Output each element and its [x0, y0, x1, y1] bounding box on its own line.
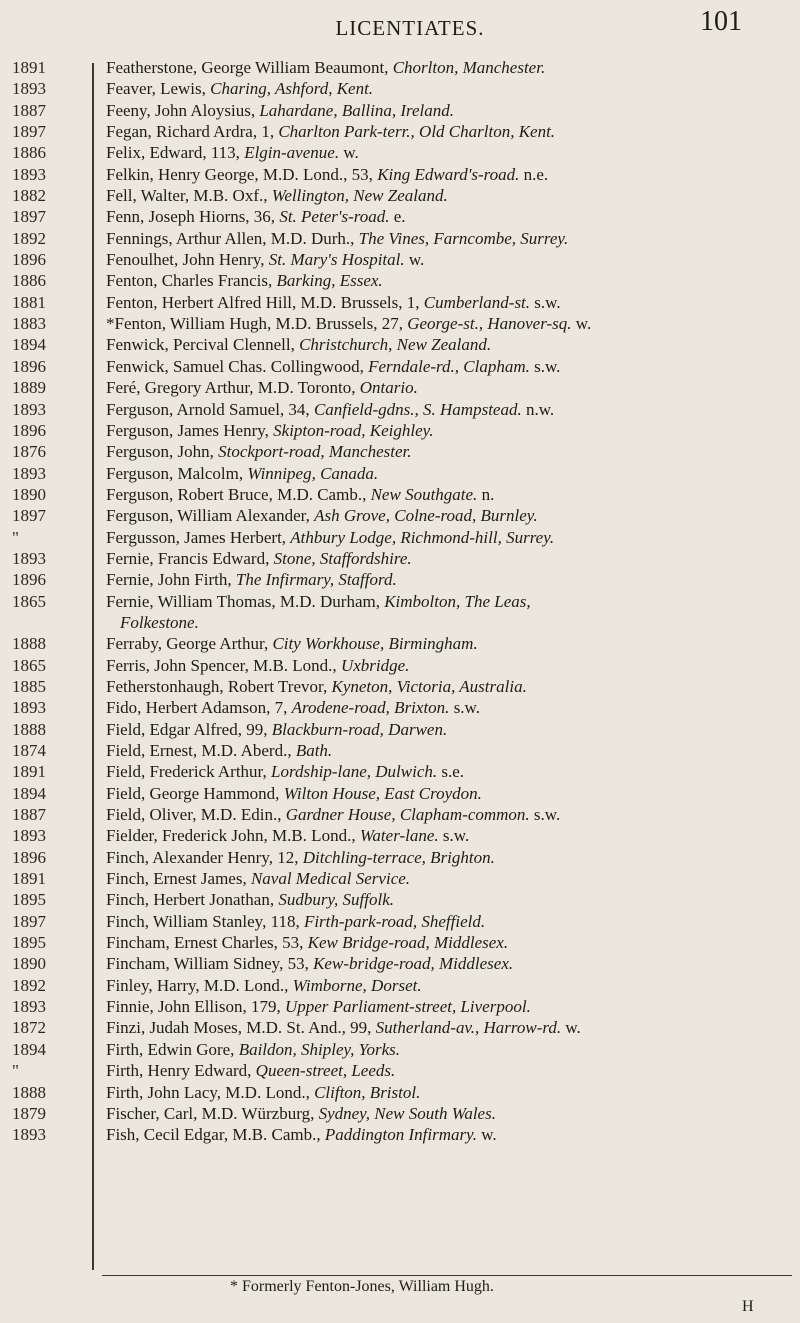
entry-text [106, 505, 796, 526]
register-entry [0, 399, 800, 420]
entry-address: Baildon, Shipley, Yorks. [238, 1039, 401, 1059]
entry-text [106, 996, 796, 1017]
entry-year: 1892 [12, 228, 46, 248]
entry-year: 1897 [12, 506, 46, 526]
register-entry [0, 1017, 800, 1038]
register-entry [0, 804, 800, 825]
entry-district: s.w. [530, 292, 561, 312]
entry-text [106, 399, 796, 420]
register-entry [0, 270, 800, 291]
entry-year: 1887 [12, 805, 46, 825]
entry-year: " [12, 1061, 19, 1081]
entry-address: Canfield-gdns., S. Hampstead. [313, 399, 522, 419]
entry-year: 1893 [12, 698, 46, 718]
register-entry [0, 505, 800, 526]
entry-address: George-st., Hanover-sq. [407, 314, 572, 334]
register-entry [0, 1060, 800, 1081]
register-entry [0, 740, 800, 761]
register-entry [0, 953, 800, 974]
register-entry [0, 548, 800, 569]
register-entry [0, 889, 800, 910]
entry-year: " [12, 527, 19, 547]
register-entry [0, 463, 800, 484]
entry-name: Fernie, Francis Edward, [106, 548, 274, 568]
entry-address: Lahardane, Ballina, Ireland. [259, 100, 455, 120]
entry-name: Field, Ernest, M.D. Aberd., [106, 741, 296, 760]
register-entry [0, 484, 800, 505]
register-entry [0, 1103, 800, 1124]
register-entry [0, 228, 800, 249]
entry-year: 1892 [12, 975, 46, 995]
entry-year: 1897 [12, 911, 46, 931]
entry-name: Fischer, Carl, M.D. Würzburg, [106, 1103, 319, 1123]
entry-text [106, 463, 796, 484]
entry-text [106, 975, 796, 996]
entry-district: n.w. [521, 399, 555, 419]
entry-address: Sutherland-av., Harrow-rd. [375, 1018, 562, 1038]
entry-year: 1883 [12, 314, 46, 334]
entry-address: Stone, Staffordshire. [273, 548, 412, 568]
entry-year: 1890 [12, 484, 46, 504]
entry-address: Kyneton, Victoria, Australia. [331, 676, 527, 696]
entry-name: Ferguson, Malcolm, [106, 463, 248, 483]
register-entry [0, 633, 800, 654]
entry-address: The Vines, Farncombe, Surrey. [358, 228, 569, 248]
entry-address: Christchurch, New Zealand. [299, 335, 492, 355]
entry-name: Ferraby, George Arthur, [106, 634, 273, 654]
entry-year: 1891 [12, 58, 46, 77]
entry-year: 1890 [12, 954, 46, 974]
entry-text [106, 377, 796, 398]
entry-district: s.w. [449, 698, 480, 718]
entry-year: 1896 [12, 847, 46, 867]
entry-year: 1894 [12, 783, 46, 803]
entry-text [106, 591, 796, 612]
entry-name: Finch, William Stanley, 118, [106, 911, 304, 931]
entry-text [106, 761, 796, 782]
register-entry [0, 420, 800, 441]
entry-text [106, 847, 796, 868]
entry-name: Ferguson, John, [106, 442, 219, 462]
entry-name: Finch, Alexander Henry, 12, [106, 847, 303, 867]
register-entry [0, 185, 800, 206]
page-number: 101 [700, 6, 742, 37]
entry-address: Firth-park-road, Sheffield. [303, 911, 486, 931]
entry-name: Finch, Herbert Jonathan, [106, 890, 279, 910]
register-entry [0, 847, 800, 868]
entry-text [106, 868, 796, 889]
entry-list [0, 57, 800, 1146]
entry-text [106, 1082, 796, 1103]
register-entry [0, 206, 800, 227]
entry-text [106, 655, 796, 676]
entry-name: Fincham, Ernest Charles, 53, [106, 933, 308, 953]
register-entry [0, 313, 800, 334]
entry-text [106, 569, 796, 590]
entry-address: Athbury Lodge, Richmond-hill, Surrey. [290, 527, 555, 547]
register-entry [0, 527, 800, 548]
entry-text [106, 527, 796, 548]
entry-text [106, 1124, 796, 1145]
entry-year: 1881 [12, 292, 46, 312]
entry-year: 1895 [12, 890, 46, 910]
entry-address: St. Mary's Hospital. [268, 250, 405, 270]
entry-text [106, 206, 796, 227]
entry-year: 1865 [12, 591, 46, 611]
signature-mark: H [742, 1298, 754, 1315]
entry-name: Finnie, John Ellison, 179, [106, 997, 285, 1017]
entry-text [106, 334, 796, 355]
entry-address: Uxbridge. [340, 655, 410, 675]
entry-name: *Fenton, William Hugh, M.D. Brussels, 27, [106, 314, 408, 334]
entry-year: 1882 [12, 186, 46, 206]
entry-year: 1893 [12, 79, 46, 99]
entry-year: 1886 [12, 143, 46, 163]
footnote-rule [102, 1275, 792, 1276]
entry-name: Fenwick, Samuel Chas. Collingwood, [106, 356, 369, 376]
entry-year: 1891 [12, 869, 46, 889]
entry-name: Ferguson, Robert Bruce, M.D. Camb., [106, 484, 371, 504]
entry-text [106, 889, 796, 910]
entry-address: New Southgate. [370, 484, 478, 504]
entry-district: w. [561, 1018, 581, 1038]
entry-address: Queen-street, Leeds. [255, 1061, 396, 1081]
entry-address: Ontario. [359, 378, 418, 398]
entry-text [106, 804, 796, 825]
entry-year: 1896 [12, 570, 46, 590]
register-entry [0, 783, 800, 804]
entry-address: Arodene-road, Brixton. [291, 698, 450, 718]
entry-name: Fennings, Arthur Allen, M.D. Durh., [106, 228, 359, 248]
entry-text [106, 270, 796, 291]
entry-name: Firth, John Lacy, M.D. Lond., [106, 1082, 315, 1102]
entry-district: n.e. [519, 164, 549, 184]
entry-address: Bath. [295, 741, 333, 760]
entry-address: Gardner House, Clapham-common. [285, 805, 530, 825]
entry-name: Featherstone, George William Beaumont, [106, 58, 393, 77]
entry-name: Finley, Harry, M.D. Lond., [106, 975, 293, 995]
entry-name: Fernie, John Firth, [106, 570, 236, 590]
entry-name: Feeny, John Aloysius, [106, 100, 260, 120]
entry-name: Field, Oliver, M.D. Edin., [106, 805, 286, 825]
entry-address: Skipton-road, Keighley. [273, 420, 434, 440]
register-entry [0, 1039, 800, 1060]
entry-text [106, 249, 796, 270]
entry-name: Fenwick, Percival Clennell, [106, 335, 300, 355]
entry-district: s.w. [529, 805, 561, 825]
entry-address: Wilton House, East Croydon. [283, 783, 482, 803]
entry-year: 1888 [12, 719, 46, 739]
entry-text [106, 1017, 796, 1038]
entry-text [106, 548, 796, 569]
register-entry [0, 78, 800, 99]
entry-text [106, 1060, 796, 1081]
entry-text [106, 356, 796, 377]
entry-name: Firth, Henry Edward, [106, 1061, 256, 1081]
entry-address: Winnipeg, Canada. [247, 463, 379, 483]
entry-name: Field, Frederick Arthur, [106, 762, 272, 782]
entry-name: Ferguson, James Henry, [106, 420, 274, 440]
entry-name: Fenton, Herbert Alfred Hill, M.D. Brussels, 1, [106, 292, 424, 312]
entry-district: s.e. [437, 762, 465, 782]
entry-year: 1893 [12, 463, 46, 483]
entry-year: 1888 [12, 1082, 46, 1102]
entry-year: 1896 [12, 420, 46, 440]
entry-text [106, 932, 796, 953]
entry-text [106, 313, 796, 334]
entry-name: Ferguson, William Alexander, [106, 506, 315, 526]
register-entry [0, 591, 800, 612]
register-entry [0, 334, 800, 355]
entry-text [106, 185, 796, 206]
entry-text [106, 719, 796, 740]
entry-address: Wellington, New Zealand. [271, 186, 448, 206]
entry-year: 1893 [12, 826, 46, 846]
entry-name: Finzi, Judah Moses, M.D. St. And., 99, [106, 1018, 376, 1038]
entry-address: Kew Bridge-road, Middlesex. [307, 933, 509, 953]
entry-text [106, 1103, 796, 1124]
register-entry [0, 142, 800, 163]
entry-address: Cumberland-st. [423, 292, 531, 312]
entry-year: 1891 [12, 762, 46, 782]
entry-text [106, 825, 796, 846]
entry-name: Fincham, William Sidney, 53, [106, 954, 314, 974]
entry-name: Ferguson, Arnold Samuel, 34, [106, 399, 314, 419]
entry-text [106, 441, 796, 462]
register-entry [0, 975, 800, 996]
entry-text [106, 292, 796, 313]
entry-name: Fenoulhet, John Henry, [106, 250, 269, 270]
entry-year: 1889 [12, 378, 46, 398]
entry-year: 1876 [12, 442, 46, 462]
entry-name: Ferris, John Spencer, M.B. Lond., [106, 655, 341, 675]
entry-year: 1893 [12, 548, 46, 568]
register-entry [0, 697, 800, 718]
register-entry [0, 1124, 800, 1145]
entry-district: n. [477, 484, 495, 504]
entry-name: Fell, Walter, M.B. Oxf., [106, 186, 272, 206]
entry-year: 1865 [12, 655, 46, 675]
register-entry [0, 569, 800, 590]
register-entry [0, 761, 800, 782]
entry-name: Feaver, Lewis, [106, 79, 211, 99]
entry-address: Barking, Essex. [276, 271, 383, 291]
register-entry [0, 100, 800, 121]
entry-text [106, 142, 796, 163]
entry-district: s.w. [529, 356, 561, 376]
entry-year: 1897 [12, 122, 46, 142]
register-entry [0, 868, 800, 889]
entry-name: Fish, Cecil Edgar, M.B. Camb., [106, 1125, 325, 1145]
entry-year: 1897 [12, 207, 46, 227]
entry-district: w. [476, 1125, 497, 1145]
entry-text [120, 612, 800, 633]
entry-district: s.w. [438, 826, 470, 846]
entry-address: Folkestone. [120, 612, 199, 632]
entry-year: 1896 [12, 356, 46, 376]
register-entry [0, 249, 800, 270]
entry-year: 1895 [12, 933, 46, 953]
entry-text [106, 633, 796, 654]
entry-address: Ditchling-terrace, Brighton. [302, 847, 495, 867]
entry-address: City Workhouse, Birmingham. [272, 634, 478, 654]
entry-address: Wimborne, Dorset. [292, 975, 422, 995]
entry-district: w. [404, 250, 425, 270]
entry-name: Fenton, Charles Francis, [106, 271, 277, 291]
register-entry [0, 996, 800, 1017]
entry-address: Clifton, Bristol. [314, 1082, 421, 1102]
entry-text [106, 697, 796, 718]
register-entry [0, 932, 800, 953]
entry-text [106, 420, 796, 441]
entry-address: Stockport-road, Manchester. [218, 442, 412, 462]
entry-district: w. [571, 314, 592, 334]
entry-district: e. [389, 207, 406, 227]
entry-address: Kimbolton, The Leas, [384, 591, 531, 611]
entry-year: 1893 [12, 164, 46, 184]
entry-year: 1894 [12, 1039, 46, 1059]
entry-year: 1874 [12, 741, 46, 760]
entry-name: Feré, Gregory Arthur, M.D. Toronto, [106, 378, 360, 398]
entry-year: 1893 [12, 997, 46, 1017]
entry-address: Elgin-avenue. [244, 143, 340, 163]
register-entry [0, 655, 800, 676]
entry-name: Felix, Edward, 113, [106, 143, 245, 163]
entry-address: St. Peter's-road. [279, 207, 390, 227]
entry-text [106, 78, 796, 99]
entry-name: Fielder, Frederick John, M.B. Lond., [106, 826, 360, 846]
entry-year: 1879 [12, 1103, 46, 1123]
entry-name: Fido, Herbert Adamson, 7, [106, 698, 292, 718]
entry-address: Charing, Ashford, Kent. [210, 79, 374, 99]
entry-text [106, 164, 796, 185]
register-entry [0, 356, 800, 377]
entry-text [106, 740, 796, 761]
register-entry [0, 121, 800, 142]
entry-name: Felkin, Henry George, M.D. Lond., 53, [106, 164, 378, 184]
entry-address: Sudbury, Suffolk. [278, 890, 395, 910]
entry-text [106, 121, 796, 142]
register-entry [0, 1082, 800, 1103]
entry-text [106, 1039, 796, 1060]
entry-year: 1896 [12, 250, 46, 270]
entry-year: 1893 [12, 399, 46, 419]
register-entry [0, 164, 800, 185]
entry-text [106, 100, 796, 121]
entry-year: 1893 [12, 1125, 46, 1145]
entry-name: Fernie, William Thomas, M.D. Durham, [106, 591, 385, 611]
footnote: * Formerly Fenton-Jones, William Hugh. [230, 1278, 494, 1295]
entry-name: Fergusson, James Herbert, [106, 527, 291, 547]
entry-text [106, 953, 796, 974]
entry-address: Kew-bridge-road, Middlesex. [313, 954, 514, 974]
register-entry [0, 57, 800, 78]
register-entry [0, 911, 800, 932]
entry-name: Finch, Ernest James, [106, 869, 251, 889]
entry-year: 1872 [12, 1018, 46, 1038]
register-entry [0, 441, 800, 462]
entry-district: w. [339, 143, 359, 163]
entry-name: Field, Edgar Alfred, 99, [106, 719, 272, 739]
entry-address: Paddington Infirmary. [324, 1125, 477, 1145]
entry-name: Fetherstonhaugh, Robert Trevor, [106, 676, 332, 696]
entry-address: Naval Medical Service. [250, 869, 411, 889]
entry-text [106, 911, 796, 932]
running-head [0, 4, 800, 48]
register-entry [0, 719, 800, 740]
entry-name: Field, George Hammond, [106, 783, 284, 803]
entry-name: Firth, Edwin Gore, [106, 1039, 239, 1059]
entry-address: Ferndale-rd., Clapham. [368, 356, 530, 376]
entry-address: Sydney, New South Wales. [318, 1103, 496, 1123]
register-entry [0, 292, 800, 313]
entry-text [106, 228, 796, 249]
entry-year: 1887 [12, 100, 46, 120]
entry-address: Charlton Park-terr., Old Charlton, Kent. [278, 122, 556, 142]
running-title: LICENTIATES. [335, 16, 485, 40]
entry-address: The Infirmary, Stafford. [235, 570, 397, 590]
entry-year: 1886 [12, 271, 46, 291]
entry-year: 1894 [12, 335, 46, 355]
entry-text [106, 57, 796, 78]
entry-address: Blackburn-road, Darwen. [271, 719, 448, 739]
entry-address: Chorlton, Manchester. [392, 58, 546, 77]
entry-text [106, 783, 796, 804]
entry-address: Ash Grove, Colne-road, Burnley. [314, 506, 538, 526]
entry-year: 1885 [12, 676, 46, 696]
entry-name: Fegan, Richard Ardra, 1, [106, 122, 279, 142]
entry-text [106, 484, 796, 505]
register-entry [0, 377, 800, 398]
entry-address: King Edward's-road. [377, 164, 520, 184]
entry-text [106, 676, 796, 697]
register-entry [0, 676, 800, 697]
entry-year: 1888 [12, 634, 46, 654]
entry-name: Fenn, Joseph Hiorns, 36, [106, 207, 280, 227]
entry-address: Lordship-lane, Dulwich. [271, 762, 438, 782]
entry-address: Upper Parliament-street, Liverpool. [284, 997, 531, 1017]
entry-address: Water-lane. [359, 826, 439, 846]
register-entry [0, 825, 800, 846]
register-entry [0, 612, 800, 633]
